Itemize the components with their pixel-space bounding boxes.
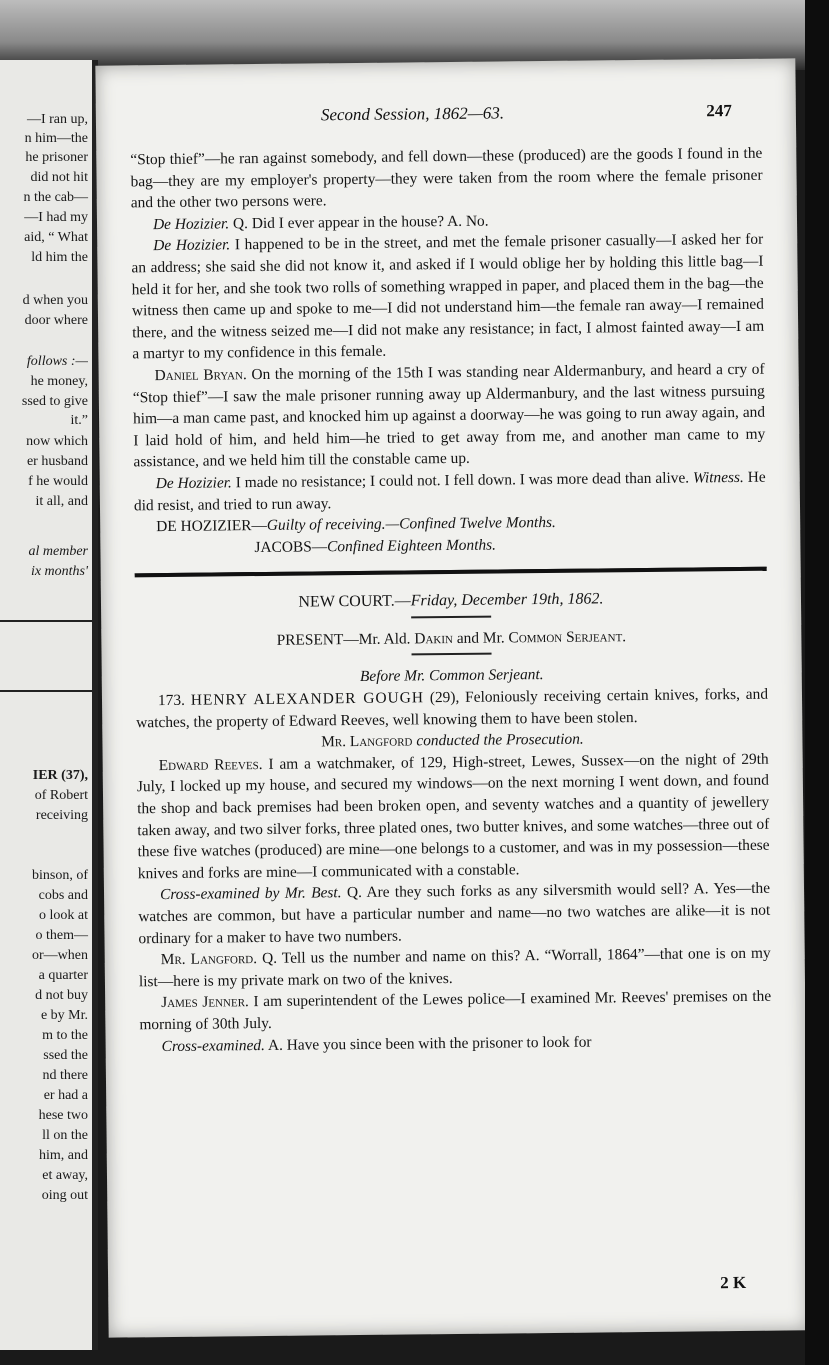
facing-page-text-fragment: o look at (39, 908, 88, 923)
facing-page-text-fragment: e by Mr. (40, 1008, 88, 1023)
facing-page-text-fragment: —I had my (24, 210, 88, 225)
scan-right-edge (805, 0, 829, 1365)
speaker: Mr. Langford. (160, 950, 258, 969)
facing-page-text-fragment: d when you (22, 293, 88, 308)
facing-page-text-fragment: o them— (35, 928, 88, 943)
facing-page-rule (0, 690, 92, 692)
paragraph-text: On the morning of the 15th I was standing near Aldermanbury, and heard a cry of “Stop thief”—I saw the male prisoner running away up Aldermanbury, and the last witness pursuing him—a man came past, and knocked him up against a doorway—he was going to run away again, and I laid hold of him, and held him—he tried to get away from me, and another man came to my assistance, and we held him till the constable came up. (132, 360, 766, 471)
facing-page-text-fragment: d not buy (35, 988, 88, 1003)
facing-page-text-fragment: —I ran up, (26, 112, 88, 127)
facing-page-text-fragment: a quarter (38, 968, 88, 983)
court-date: Friday, December 19th, 1862. (410, 590, 604, 610)
page-number: 247 (706, 101, 732, 121)
paragraph-text: Q. Did I ever appear in the house? A. No. (232, 212, 489, 233)
speaker: Edward Reeves. (158, 755, 263, 774)
paragraph (139, 943, 771, 993)
running-title: Second Session, 1862—63. (320, 103, 505, 125)
defendant-name: JACOBS— (254, 537, 328, 556)
facing-page-text-fragment: ix months' (30, 564, 88, 579)
facing-page-text-fragment: nd there (42, 1068, 88, 1083)
facing-page-text-fragment: f he would (28, 474, 88, 489)
signature-mark: 2 K (720, 1272, 747, 1293)
facing-page-text-fragment: he prisoner (25, 150, 88, 165)
facing-page-text-fragment: it all, and (35, 494, 88, 509)
facing-page-text-fragment: IER (37), (32, 768, 88, 783)
case-number: 173. (157, 691, 186, 710)
paragraph-text: I made no resistance; I could not. I fell down. I was more dead than alive. (235, 469, 690, 492)
speaker: Witness. (692, 468, 744, 487)
paragraph (139, 986, 771, 1036)
facing-page-text-fragment: cobs and (38, 888, 88, 903)
paragraph-text: I am superintendent of the Lewes police—I examined Mr. Reeves' premises on the morning of 30th July. (139, 988, 772, 1034)
facing-page-text-fragment: hese two (38, 1108, 88, 1123)
present-joiner: and Mr. (452, 629, 509, 647)
prosecution-text: conducted the Prosecution. (412, 730, 584, 750)
speaker: De Hozizier. (153, 236, 231, 255)
speaker: Cross-examined. (161, 1036, 266, 1055)
facing-page-text-fragment: or—when (32, 948, 88, 963)
paragraph-text: He did resist, and tried to run away. (133, 468, 766, 514)
paragraph-text: “Stop thief”—he ran against somebody, and fell down—these (produced) are the goods I found in the bag—they are my employer's property—they were taken from the room where the female prisoner and the other two persons were. (130, 144, 763, 212)
facing-page-text-fragment: follows :— (26, 354, 88, 369)
short-divider (412, 653, 492, 656)
short-divider (411, 615, 491, 618)
facing-page-text-fragment: m to the (42, 1028, 88, 1043)
paragraph-text: Q. Are they such forks as any silversmith would sell? A. Yes—the watches are common, but have a particular number and name—no two watches are alike—it is not ordinary for a maker to have two numbers. (138, 880, 771, 947)
prosecutor-name: Mr. Langford (321, 732, 413, 751)
defendant-name: DE HOZIZIER— (156, 517, 267, 536)
facing-page-text-fragment: er husband (26, 454, 88, 469)
facing-page-text-fragment: he money, (30, 374, 88, 389)
facing-page-rule (0, 620, 92, 622)
paragraph-text: I am a watchmaker, of 129, High-street, Lewes, Sussex—on the night of 29th July, I locked up my house, and secured my windows—on the next morning I went down, and found the shop and back premises had been broken open, and seventy watches and a quantity of jewellery taken away, and two silver forks, three plated ones, two butter knives, and some watches—three out of these five watches (produced) are mine—one belongs to a customer, and was in my possession—these knives and forks are mine—I communicated with a constable. (136, 750, 770, 883)
book-page (95, 58, 808, 1337)
charge-text: (29), Feloniously receiving certain knives, forks, and watches, the property of Edward Reeves, well knowing them to have been stolen. (136, 685, 769, 731)
sentence: Guilty of receiving.—Confined Twelve Months. (266, 513, 556, 535)
facing-page-fragment (0, 60, 98, 1350)
facing-page-text-fragment: now which (26, 434, 88, 449)
paragraph (130, 143, 763, 214)
facing-page-text-fragment: et away, (42, 1168, 88, 1183)
facing-page-text-fragment: it.” (70, 413, 88, 428)
paragraph (137, 749, 770, 885)
facing-page-text-fragment: binson, of (32, 868, 88, 883)
facing-page-text-fragment: ssed the (43, 1048, 88, 1063)
present-label: PRESENT—Mr. Ald. (276, 630, 415, 649)
speaker: James Jenner. (161, 993, 249, 1012)
paragraph (134, 467, 766, 517)
facing-page-text-fragment: door where (24, 313, 88, 328)
alderman-name: Dakin (414, 629, 454, 648)
facing-page-text-fragment: ll on the (42, 1128, 88, 1143)
facing-page-text-fragment: receiving (35, 808, 88, 823)
court-heading (135, 587, 767, 615)
section-divider (135, 567, 767, 578)
facing-page-text-fragment: oing out (41, 1188, 88, 1203)
speaker: Daniel Bryan. (154, 366, 247, 385)
facing-page-text-fragment: n him—the (24, 131, 88, 146)
sentence: Confined Eighteen Months. (327, 536, 497, 555)
facing-page-text-fragment: ld him the (31, 250, 88, 265)
facing-page-text-fragment: of Robert (34, 788, 88, 803)
paragraph (131, 229, 764, 365)
paragraph (132, 359, 765, 474)
speaker: De Hozizier. (152, 215, 230, 233)
paragraph-text: I happened to be in the street, and met the female prisoner casually—I asked her for an address; she said she did not know it, and asked if I would oblige her by holding this little bag—I held it for her, and she took two rolls of something wrapped in paper, and placed them in the bag—the witness then came up and spoke to me—I did not understand him—the female ran away—I remained there, and the witness seized me—I did not make any resistance; in fact, I almost fainted away—I am a martyr to my confidence in this female. (131, 231, 765, 363)
page-body (130, 143, 771, 1058)
paragraph-text: Q. Tell us the number and name on this? A. “Worrall, 1864”—that one is on my list—here is my private mark on two of the knives. (138, 944, 771, 991)
page-header (96, 100, 796, 131)
speaker: Cross-examined by Mr. Best. (159, 884, 342, 904)
facing-page-text-fragment: n the cab— (23, 190, 88, 205)
facing-page-text-fragment: al member (28, 544, 88, 559)
facing-page-text-fragment: er had a (43, 1088, 88, 1103)
facing-page-text-fragment: ssed to give (21, 394, 88, 409)
paragraph (138, 878, 771, 949)
present-line (135, 625, 767, 653)
facing-page-text-fragment: did not hit (30, 170, 88, 185)
facing-page-text-fragment: him, and (39, 1148, 88, 1163)
facing-page-text-fragment: aid, “ What (24, 230, 88, 245)
before-line: Before Mr. Common Serjeant. (359, 666, 544, 686)
speaker: De Hozizier. (155, 474, 232, 492)
court-name: NEW COURT.— (298, 592, 411, 611)
defendant-name: HENRY ALEXANDER GOUGH (190, 689, 424, 709)
case-heading (136, 684, 768, 734)
serjeant-name: Common Serjeant. (508, 628, 627, 647)
paragraph-text: A. Have you since been with the prisoner to look for (267, 1033, 592, 1054)
